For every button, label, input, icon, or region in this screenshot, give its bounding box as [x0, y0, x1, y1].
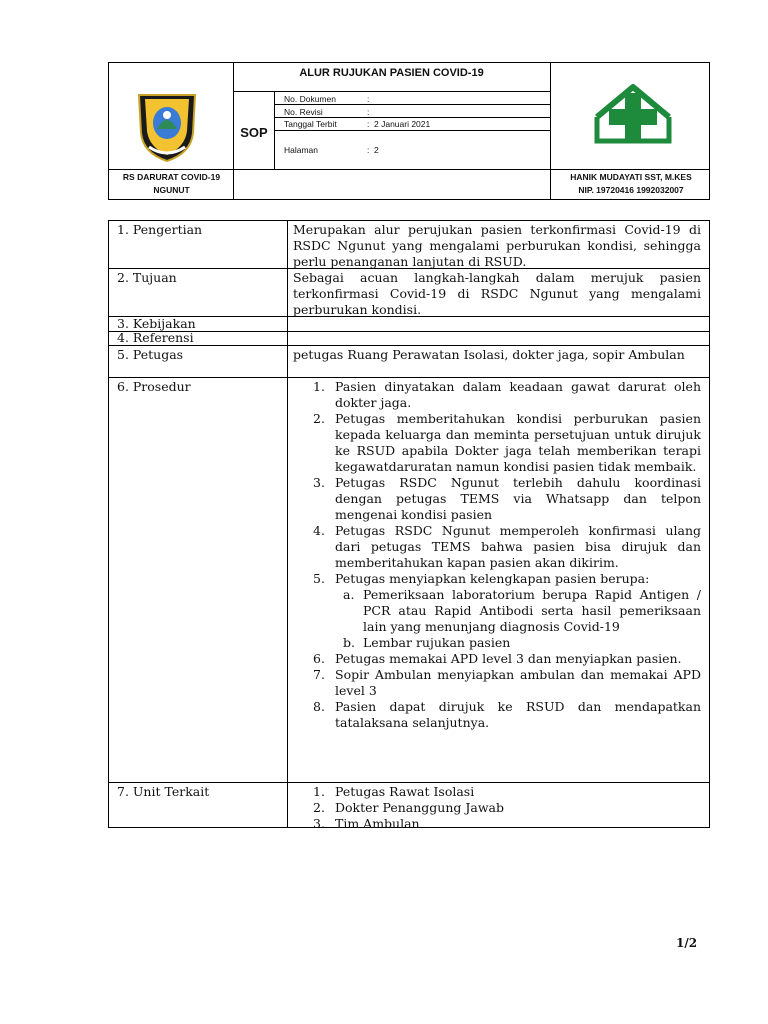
item-text: Dokter Penanggung Jawab	[335, 800, 504, 815]
meta-label: No. Revisi	[284, 107, 323, 117]
regency-crest-logo	[131, 89, 203, 163]
procedure-step	[289, 571, 701, 587]
related-units	[289, 784, 701, 832]
row-kebijakan	[109, 317, 709, 332]
meta-document-number	[284, 94, 336, 104]
step-text: Sopir Ambulan menyiapkan ambulan dan memakai APD level 3	[335, 667, 701, 698]
meta-page-value: 2	[374, 145, 379, 155]
meta-label: No. Dokumen	[284, 94, 336, 104]
procedure-steps	[289, 379, 701, 731]
meta-label: Halaman	[284, 145, 319, 155]
meta-issue-date-value: 2 Januari 2021	[374, 119, 431, 129]
meta-sep: :	[367, 119, 370, 129]
row-petugas	[109, 346, 709, 378]
step-text: Petugas RSDC Ngunut memperoleh konfirmasi ulang dari petugas TEMS bahwa pasien bisa dirujuk dan memberitahukan kapan pasien akan dikirim.	[335, 523, 701, 570]
row-unit-terkait	[109, 783, 709, 831]
row-value: petugas Ruang Perawatan Isolasi, dokter jaga, sopir Ambulan	[293, 347, 685, 362]
row-value: Merupakan alur perujukan pasien terkonfirmasi Covid-19 di RSDC Ngunut yang mengalami perburukan kondisi, sehingga perlu penanganan lanjutan di RSUD.	[293, 222, 701, 269]
row-label: 4. Referensi	[117, 330, 194, 345]
item-number: 2.	[313, 800, 325, 815]
row-tujuan	[109, 269, 709, 317]
step-text: Pasien dinyatakan dalam keadaan gawat darurat oleh dokter jaga.	[335, 379, 701, 410]
meta-sep: :	[367, 107, 370, 117]
page-number: 1/2	[676, 936, 698, 950]
related-unit-item	[289, 800, 701, 816]
signer-nip: NIP. 19720416 1992032007	[578, 185, 684, 195]
procedure-substep	[289, 635, 701, 651]
step-number: 6.	[313, 651, 325, 666]
procedure-step	[289, 523, 701, 571]
item-text: Petugas Rawat Isolasi	[335, 784, 475, 799]
procedure-step	[289, 651, 701, 667]
item-text: Tim Ambulan	[335, 816, 420, 831]
step-text: Petugas menyiapkan kelengkapan pasien berupa:	[335, 571, 650, 586]
item-number: 3.	[313, 816, 325, 831]
procedure-substep	[289, 587, 701, 635]
row-prosedur	[109, 378, 709, 783]
procedure-step	[289, 699, 701, 731]
row-referensi	[109, 332, 709, 346]
procedure-step	[289, 411, 701, 475]
related-unit-item	[289, 816, 701, 832]
meta-sep: :	[367, 145, 370, 155]
step-text: Petugas memakai APD level 3 dan menyiapkan pasien.	[335, 651, 682, 666]
substep-letter: a.	[343, 587, 355, 602]
step-text: Petugas RSDC Ngunut terlebih dahulu koordinasi dengan petugas TEMS via Whatsapp dan telpon mengenai kondisi pasien	[335, 475, 701, 522]
meta-revision	[284, 107, 323, 117]
row-value: Sebagai acuan langkah-langkah dalam merujuk pasien terkonfirmasi Covid-19 di RSDC Ngunut yang mengalami perburukan kondisi.	[293, 270, 701, 317]
org-line: NGUNUT	[153, 185, 190, 195]
sop-content-table	[108, 220, 710, 831]
step-number: 8.	[313, 699, 325, 714]
step-number: 1.	[313, 379, 325, 394]
row-label: 5. Petugas	[117, 347, 184, 362]
substep-text: Lembar rujukan pasien	[363, 635, 511, 650]
meta-label: Tanggal Terbit	[284, 119, 337, 129]
meta-page	[284, 145, 318, 155]
step-number: 5.	[313, 571, 325, 586]
document-title: ALUR RUJUKAN PASIEN COVID-19	[299, 67, 484, 79]
row-label: 6. Prosedur	[117, 379, 191, 394]
meta-sep: :	[367, 94, 370, 104]
procedure-step	[289, 475, 701, 523]
row-label: 1. Pengertian	[117, 222, 203, 237]
signer-name: HANIK MUDAYATI SST, M.KES	[570, 172, 692, 182]
step-text: Pasien dapat dirujuk ke RSUD dan mendapatkan tatalaksana selanjutnya.	[335, 699, 701, 730]
step-number: 7.	[313, 667, 325, 682]
green-cross-logo	[589, 83, 677, 145]
meta-issue-date	[284, 119, 337, 129]
row-label: 7. Unit Terkait	[117, 784, 210, 799]
step-number: 4.	[313, 523, 325, 538]
procedure-step	[289, 379, 701, 411]
step-number: 3.	[313, 475, 325, 490]
substep-text: Pemeriksaan laboratorium berupa Rapid Antigen / PCR atau Rapid Antibodi serta hasil pemeriksaan lain yang menunjang diagnosis Covid-19	[363, 587, 701, 634]
step-number: 2.	[313, 411, 325, 426]
sop-header	[108, 62, 710, 200]
item-number: 1.	[313, 784, 325, 799]
substep-letter: b.	[343, 635, 355, 650]
signer-block	[552, 171, 710, 197]
row-label: 3. Kebijakan	[117, 316, 196, 331]
org-line: RS DARURAT COVID-19	[122, 172, 221, 182]
related-unit-item	[289, 784, 701, 800]
row-pengertian	[109, 221, 709, 269]
sop-label: SOP	[240, 125, 268, 140]
organization-name	[109, 171, 234, 197]
step-text: Petugas memberitahukan kondisi perburukan pasien kepada keluarga dan meminta persetujuan untuk dirujuk ke RSUD apabila Dokter jaga telah memberikan terapi kegawatdaruratan namun kondisi pasien tidak membaik.	[335, 411, 701, 474]
row-label: 2. Tujuan	[117, 270, 177, 285]
procedure-step	[289, 667, 701, 699]
